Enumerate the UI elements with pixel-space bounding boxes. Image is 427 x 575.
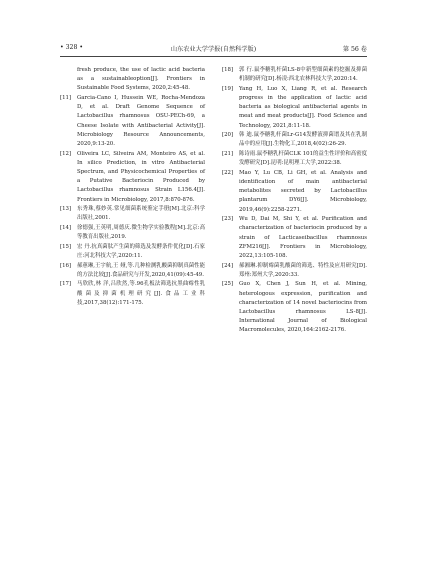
reference-item <box>222 85 367 131</box>
reference-number: [15] <box>60 243 72 250</box>
reference-text: Guo X, Chen J, Sun H, et al. Mining, heterologous expression, purification and characterization of 14 novel bacteriocins from Lactobacillus rhamnosus LS-8[J]. International Journal of Biological Macromolecules, 2020,164:2162-2176. <box>239 281 367 334</box>
reference-list-left <box>60 66 205 308</box>
reference-item <box>60 224 205 242</box>
reference-text: 宏 丹.抗真菌肽产生菌的筛选及发酵条件优化[D].石家庄:河北科技大学,2020:11. <box>77 243 205 260</box>
volume-label: 第 56 卷 <box>342 46 367 53</box>
reference-item <box>60 280 205 308</box>
reference-item <box>60 262 205 280</box>
reference-number: [19] <box>222 85 234 92</box>
reference-number: [17] <box>60 281 72 288</box>
reference-text: 郝蕙琳,王宇航,王 娅,等.几种检测乳酸菌抑制真菌性能的方法比较[J].食品研究与开发,2020,41(09):45-49. <box>77 262 205 278</box>
reference-number: [22] <box>222 169 234 176</box>
reference-text: 郝湘琳.抑制霉菌乳酸菌的筛选、特性及应用研究[D].郑州:郑州大学,2020:33. <box>239 262 367 278</box>
reference-item <box>60 205 205 223</box>
reference-number: [11] <box>60 95 72 101</box>
reference-item <box>222 169 367 215</box>
reference-item <box>222 262 367 280</box>
reference-number: [23] <box>222 216 234 223</box>
reference-item <box>60 243 205 261</box>
reference-text: 马欣欣,林 洋,吕欣然,等.96孔板法筛选抗黑曲霉性乳酸菌及抑菌机理研究[J].食品工业科技,2017,38(12):171-175. <box>77 281 205 306</box>
page-header <box>60 44 367 57</box>
reference-text: Garcia-Cano I, Hussein WE, Rocha-Mendoza D, et al. Draft Genome Sequence of Lactobacillus rhamnosus OSU-PECh-69, a Cheese Isolate with Antibacterial Activity[J]. Microbiology Resource Announcements, 2020,9:13-20. <box>77 95 205 148</box>
reference-text: Wu D, Dai M, Shi Y, et al. Purification and characterization of bacteriocin produced by a strain of Lacticaseibacillus rhamnosus ZFM216[J]. Frontiers in Microbiology, 2022,13:105-108. <box>239 216 367 260</box>
reference-text: 陈诗雨.鼠李糖乳杆菌CLK 101的益生性评价和高密度发酵研究[D].昆明:昆明理工大学,2022:38. <box>239 151 367 167</box>
reference-text: Yang H, Luo X, Liang R, et al. Research progress in the application of lactic acid bacteria as biological antibacterial agents in meat and meat products[J]. Food Science and Technology, 2021,8:11-18. <box>239 85 367 129</box>
reference-text: 东秀珠,蔡妙英.常见细菌系统鉴定手册[M].北京:科学出版社,2001. <box>77 206 205 222</box>
reference-item <box>60 94 205 149</box>
reference-item <box>222 280 367 335</box>
journal-title: 山东农业大学学报(自然科学版) <box>170 46 257 53</box>
reference-item <box>60 150 205 205</box>
reference-text: Mao Y, Lu CB, Li GH, et al. Analysis and identification of main antibacterial metabolites secreted by Lactobacillus plantarum DY6[J]. Microbiology, 2019,46(9):2258-2271. <box>239 169 367 213</box>
reference-number: [12] <box>60 150 72 157</box>
reference-number: [21] <box>222 151 234 157</box>
reference-number: [14] <box>60 225 72 232</box>
reference-list-right <box>222 66 367 336</box>
page-number: • 328 • <box>60 44 84 51</box>
reference-number: [25] <box>222 281 234 288</box>
reference-text: Oliveira LC, Silveira AM, Monteiro AS, et al. In silico Prediction, in vitro Antibacterial Spectrum, and Physicochemical Properties of a Putative Bacteriocin Produced by Lactobacillus rhamnosus Strain L156.4[J]. Frontiers in Microbiology, 2017,8:870-876. <box>77 150 205 203</box>
reference-number: [18] <box>222 67 234 73</box>
reference-number: [24] <box>222 262 234 269</box>
reference-number: [16] <box>60 262 72 269</box>
reference-number: [20] <box>222 132 234 139</box>
reference-continuation <box>60 66 205 94</box>
reference-item <box>222 131 367 149</box>
reference-item <box>222 150 367 168</box>
reference-number: [13] <box>60 206 72 213</box>
reference-text: 郭 行.鼠李糖乳杆菌LS-8中新型细菌素的挖掘及抑菌机制的研究[D].杨凌:西北农林科技大学,2020:14. <box>239 67 367 83</box>
reference-text: 韩 迪.鼠李糖乳杆菌Lr-G14发酵液抑菌谱及其在乳制品中的应用[J].生物化工,2018,4(02):26-29. <box>239 132 367 148</box>
reference-item <box>222 66 367 84</box>
reference-text: 徐德强,王英明,周德庆.微生物学实验教程[M].北京:高等教育出版社,2019. <box>77 225 205 241</box>
reference-text: fresh produce, the use of lactic acid bacteria as a sustainableoption[J]. Frontiers in Sustainable Food Systems, 2020,2:45-48. <box>77 67 205 92</box>
reference-item <box>222 215 367 261</box>
